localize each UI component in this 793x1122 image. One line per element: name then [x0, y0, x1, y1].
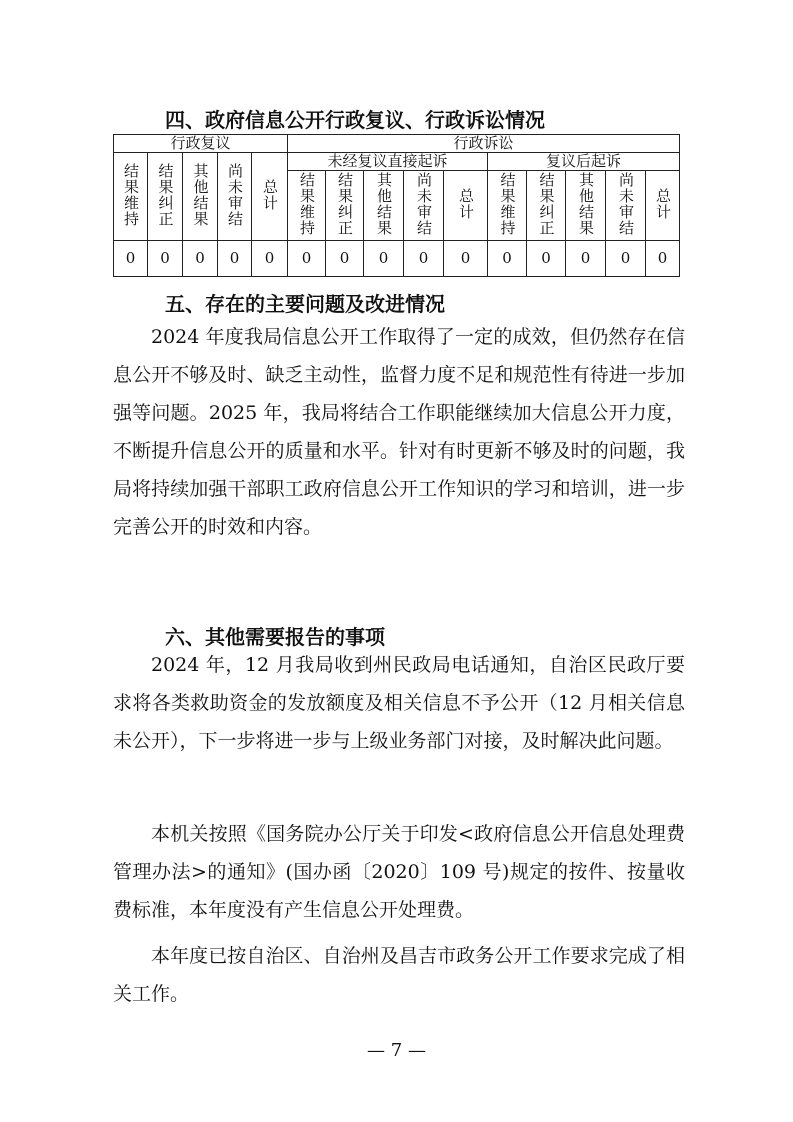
- col-header-review-upheld: 结果维持: [114, 153, 148, 241]
- col-header-after-pending: 尚未审结: [606, 171, 646, 241]
- table-cell: 0: [404, 241, 444, 277]
- col-header-review-corrected: 结果纠正: [148, 153, 183, 241]
- table-cell: 0: [288, 241, 326, 277]
- col-header-after-total: 总计: [646, 171, 680, 241]
- col-header-after-upheld: 结果维持: [488, 171, 527, 241]
- col-header-review-total: 总计: [252, 153, 288, 241]
- review-litigation-table: [113, 134, 680, 277]
- section-six-heading: 六、其他需要报告的事项: [165, 625, 385, 649]
- col-header-after-other: 其他结果: [566, 171, 606, 241]
- section-five-heading: 五、存在的主要问题及改进情况: [165, 292, 445, 316]
- table-cell: 0: [527, 241, 566, 277]
- table-cell: 0: [444, 241, 488, 277]
- col-header-review-pending: 尚未审结: [218, 153, 252, 241]
- section-five-paragraph: 2024 年度我局信息公开工作取得了一定的成效，但仍然存在信息公开不够及时、缺乏主动性，监督力度不足和规范性有待进一步加强等问题。2025 年，我局将结合工作职能继续加大信息公开力度，不断提升信息公开的质量和水平。针对有时更新不够及时的问题，我局将持续加强干部职工政府信息公开工作知识的学习和培训，进一步完善公开的时效和内容。: [113, 326, 685, 538]
- table-cell: 0: [646, 241, 680, 277]
- group-header-review: 行政复议: [114, 135, 288, 153]
- table-cell: 0: [606, 241, 646, 277]
- col-header-after-corrected: 结果纠正: [527, 171, 566, 241]
- table-cell: 0: [183, 241, 218, 277]
- page-number: — 7 —: [367, 1040, 426, 1061]
- table-cell: 0: [252, 241, 288, 277]
- table-cell: 0: [326, 241, 364, 277]
- section-six-paragraph-2: 本机关按照《国务院办公厅关于印发<政府信息公开信息处理费管理办法>的通知》(国办函〔2020〕109 号)规定的按件、按量收费标准，本年度没有产生信息公开处理费。: [113, 823, 685, 921]
- subheader-after-review: 复议后起诉: [488, 153, 680, 171]
- table-cell: 0: [148, 241, 183, 277]
- table-cell: 0: [364, 241, 404, 277]
- col-header-direct-other: 其他结果: [364, 171, 404, 241]
- col-header-direct-total: 总计: [444, 171, 488, 241]
- section-six-paragraph-3: 本年度已按自治区、自治州及昌吉市政务公开工作要求完成了相关工作。: [113, 945, 685, 1005]
- table-cell: 0: [566, 241, 606, 277]
- col-header-direct-pending: 尚未审结: [404, 171, 444, 241]
- table-cell: 0: [218, 241, 252, 277]
- table-cell: 0: [114, 241, 148, 277]
- subheader-direct-suit: 未经复议直接起诉: [288, 153, 488, 171]
- col-header-review-other: 其他结果: [183, 153, 218, 241]
- group-header-litigation: 行政诉讼: [288, 135, 680, 153]
- section-six-paragraph-1: 2024 年，12 月我局收到州民政局电话通知，自治区民政厅要求将各类救助资金的发放额度及相关信息不予公开（12 月相关信息未公开），下一步将进一步与上级业务部门对接，及时解决此问题。: [113, 654, 685, 752]
- table-row: [114, 241, 680, 277]
- table-cell: 0: [488, 241, 527, 277]
- section-four-heading: 四、政府信息公开行政复议、行政诉讼情况: [165, 108, 545, 132]
- col-header-direct-upheld: 结果维持: [288, 171, 326, 241]
- col-header-direct-corrected: 结果纠正: [326, 171, 364, 241]
